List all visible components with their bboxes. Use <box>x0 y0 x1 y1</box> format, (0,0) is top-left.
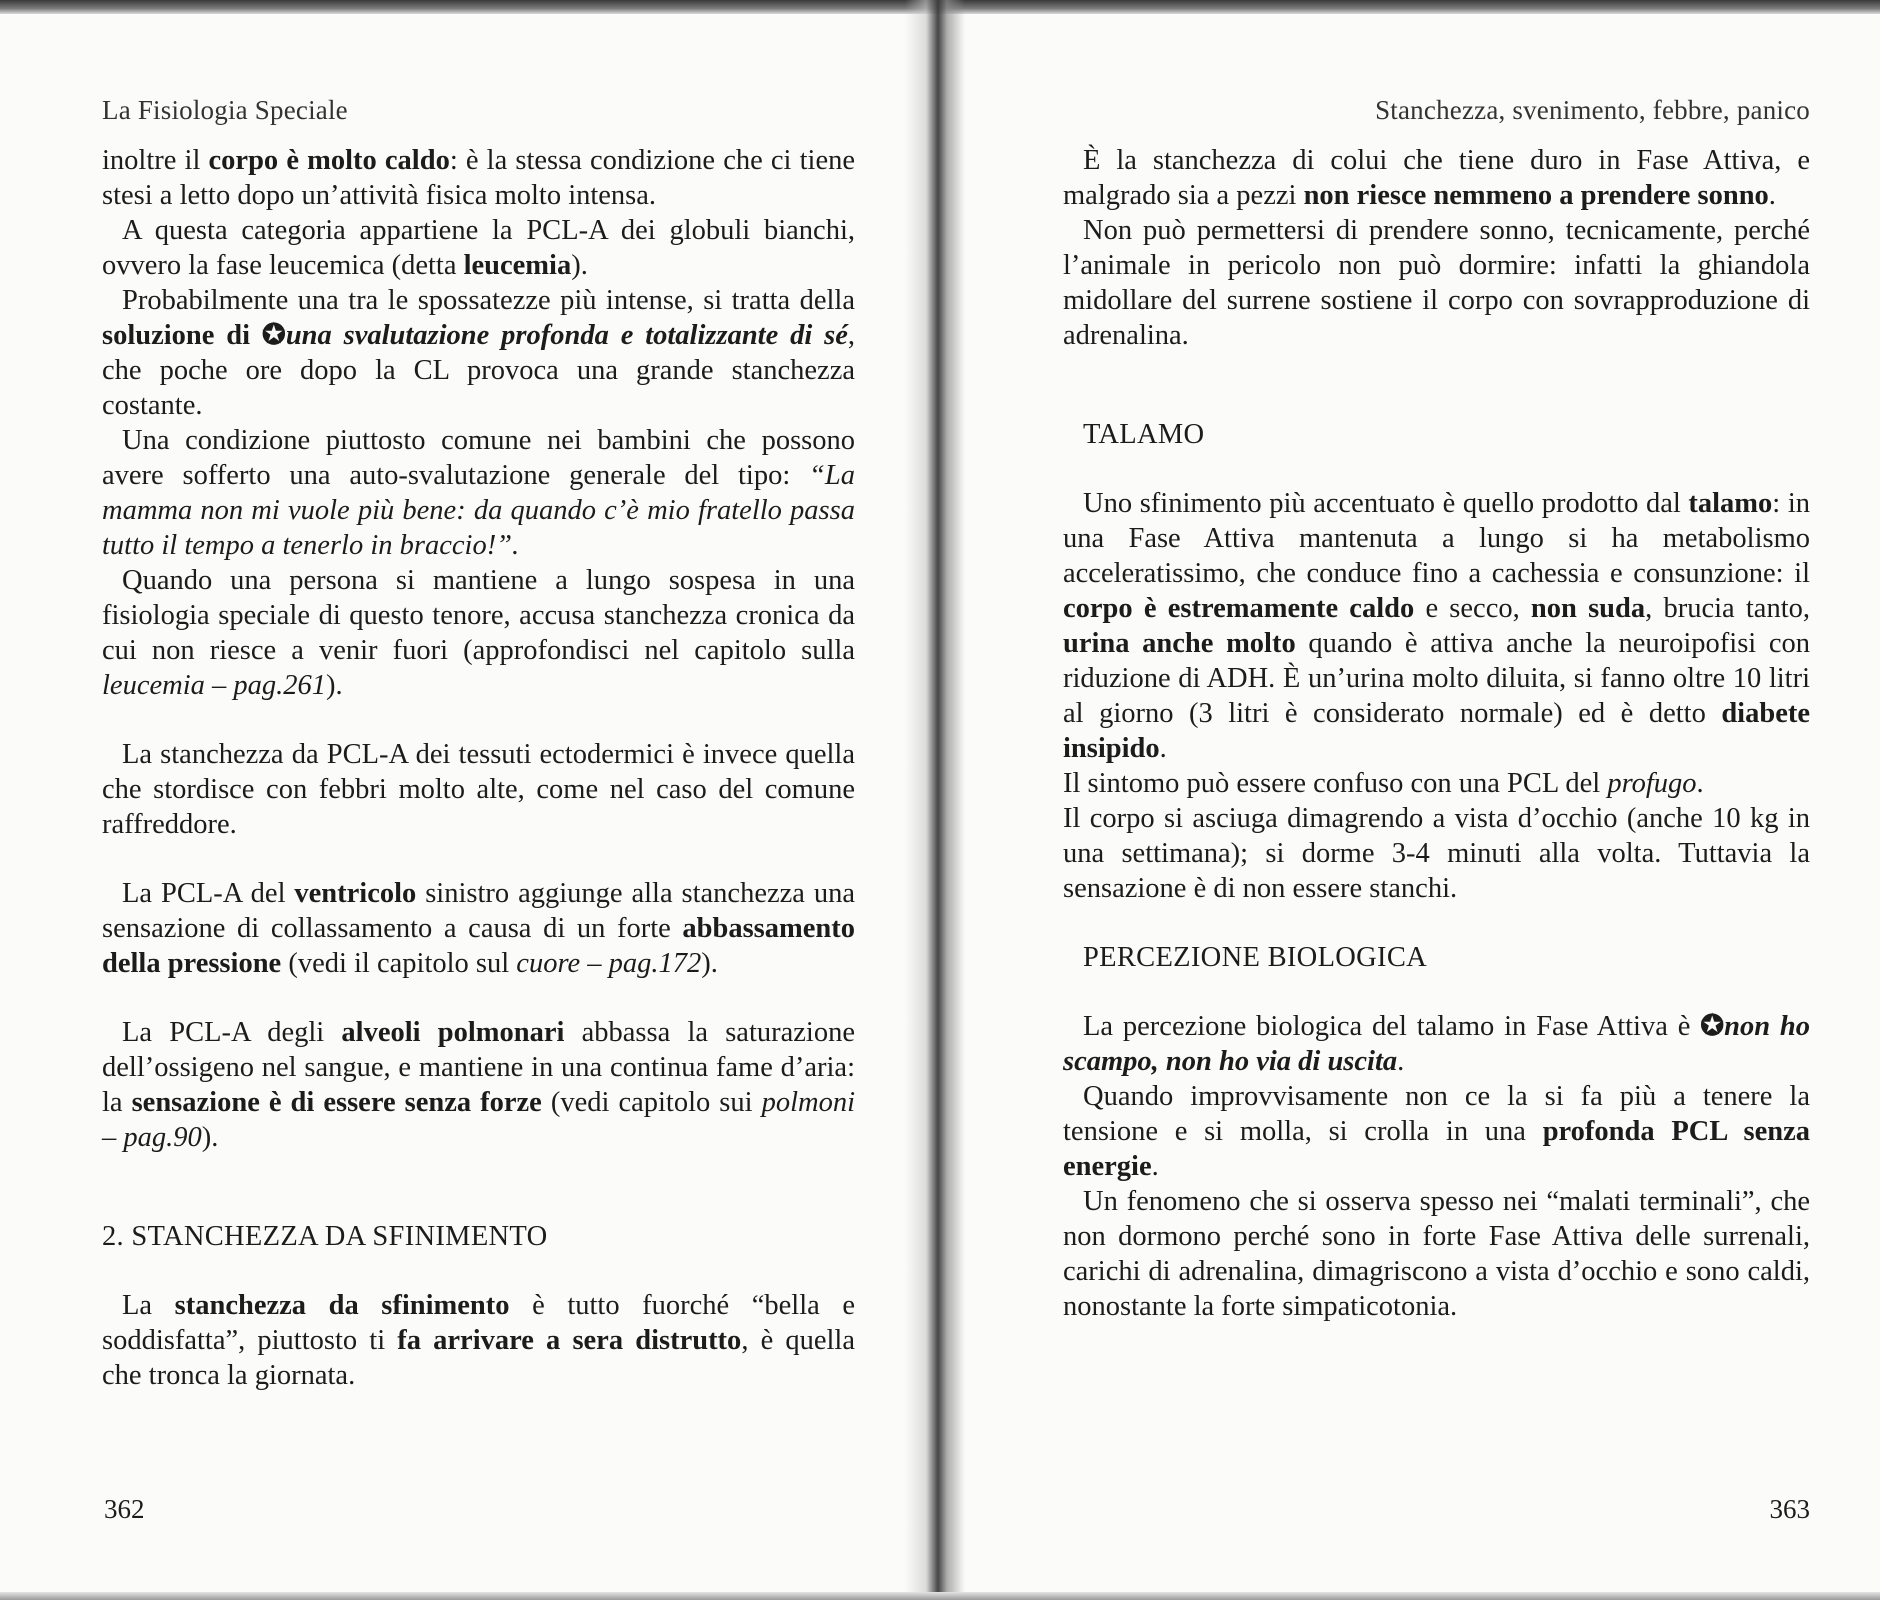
page-number: 363 <box>1769 1494 1810 1524</box>
paragraph: Non può permettersi di prendere sonno, tecnicamente, perché l’animale in pericolo non può dormire: infatti la ghiandola midollare del surrene sostiene il corpo con sovrapproduzione di adrenalina. <box>1063 215 1810 351</box>
paragraph: Quando improvvisamente non ce la si fa più a tenere la tensione e si molla, si crolla in una profonda PCL senza energie. <box>1063 1081 1810 1182</box>
paragraph: La percezione biologica del talamo in Fase Attiva è ✪non ho scampo, non ho via di uscita. <box>1063 1011 1810 1077</box>
section-heading: 2. STANCHEZZA DA SFINIMENTO <box>102 1221 548 1252</box>
paragraph: Probabilmente una tra le spossatezze più intense, si tratta della soluzione di ✪una svalutazione profonda e totalizzante di sé, che poche ore dopo la CL provoca una grande stanchezza costante. <box>102 285 855 421</box>
running-head: Stanchezza, svenimento, febbre, panico <box>1375 95 1810 125</box>
paragraph: È la stanchezza di colui che tiene duro in Fase Attiva, e malgrado sia a pezzi non riesce nemmeno a prendere sonno. <box>1063 145 1810 211</box>
paragraph: Un fenomeno che si osserva spesso nei “malati terminali”, che non dormono perché sono in forte Fase Attiva delle surrenali, carichi di adrenalina, dimagriscono a vista d’occhio e sono caldi, nonostante la forte simpaticotonia. <box>1063 1186 1810 1322</box>
star-marker-icon: ✪ <box>1700 1011 1725 1042</box>
running-head: La Fisiologia Speciale <box>102 95 348 125</box>
page-number: 362 <box>104 1494 145 1524</box>
scan-bottom-edge <box>0 1592 1880 1600</box>
book-gutter-shadow <box>905 0 965 1600</box>
right-page <box>950 0 1880 1600</box>
paragraph: Il corpo si asciuga dimagrendo a vista d’occhio (anche 10 kg in una settimana); si dorme 3-4 minuti alla volta. Tuttavia la sensazione è di non essere stanchi. <box>1063 803 1810 904</box>
paragraph: Uno sfinimento più accentuato è quello prodotto dal talamo: in una Fase Attiva mantenuta a lungo si ha metabolismo acceleratissimo, che conduce fino a cachessia e consunzione: il corpo è estremamente caldo e secco, non suda, brucia tanto, urina anche molto quando è attiva anche la neuroipofisi con riduzione di ADH. È un’urina molto diluita, si fanno oltre 10 litri al giorno (3 litri è considerato normale) ed è detto diabete insipido. <box>1063 488 1810 764</box>
paragraph: Quando una persona si mantiene a lungo sospesa in una fisiologia speciale di questo tenore, accusa stanchezza cronica da cui non riesce a venir fuori (approfondisci nel capitolo sulla leucemia – pag.261). <box>102 565 855 701</box>
paragraph: La PCL-A del ventricolo sinistro aggiunge alla stanchezza una sensazione di collassamento a causa di un forte abbassamento della pressione (vedi il capitolo sul cuore – pag.172). <box>102 878 855 979</box>
paragraph: A questa categoria appartiene la PCL-A dei globuli bianchi, ovvero la fase leucemica (detta leucemia). <box>102 215 855 281</box>
star-marker-icon: ✪ <box>261 320 286 351</box>
section-heading: TALAMO <box>1083 419 1205 450</box>
paragraph: La stanchezza da PCL-A dei tessuti ectodermici è invece quella che stordisce con febbri molto alte, come nel caso del comune raffreddore. <box>102 739 855 840</box>
section-heading: PERCEZIONE BIOLOGICA <box>1083 942 1428 973</box>
paragraph: La stanchezza da sfinimento è tutto fuorché “bella e soddisfatta”, piuttosto ti fa arrivare a sera distrutto, è quella che tronca la giornata. <box>102 1290 856 1391</box>
paragraph: inoltre il corpo è molto caldo: è la stessa condizione che ci tiene stesi a letto dopo un’attività fisica molto intensa. <box>102 145 855 211</box>
left-page <box>0 0 935 1600</box>
paragraph: La PCL-A degli alveoli polmonari abbassa la saturazione dell’ossigeno nel sangue, e mantiene in una continua fame d’aria: la sensazione è di essere senza forze (vedi capitolo sui polmoni – pag.90). <box>102 1017 855 1153</box>
paragraph: Il sintomo può essere confuso con una PCL del profugo. <box>1063 768 1704 799</box>
paragraph: Una condizione piuttosto comune nei bambini che possono avere sofferto una auto-svalutazione generale del tipo: “La mamma non mi vuole più bene: da quando c’è mio fratello passa tutto il tempo a tenerlo in braccio!”. <box>102 425 855 561</box>
